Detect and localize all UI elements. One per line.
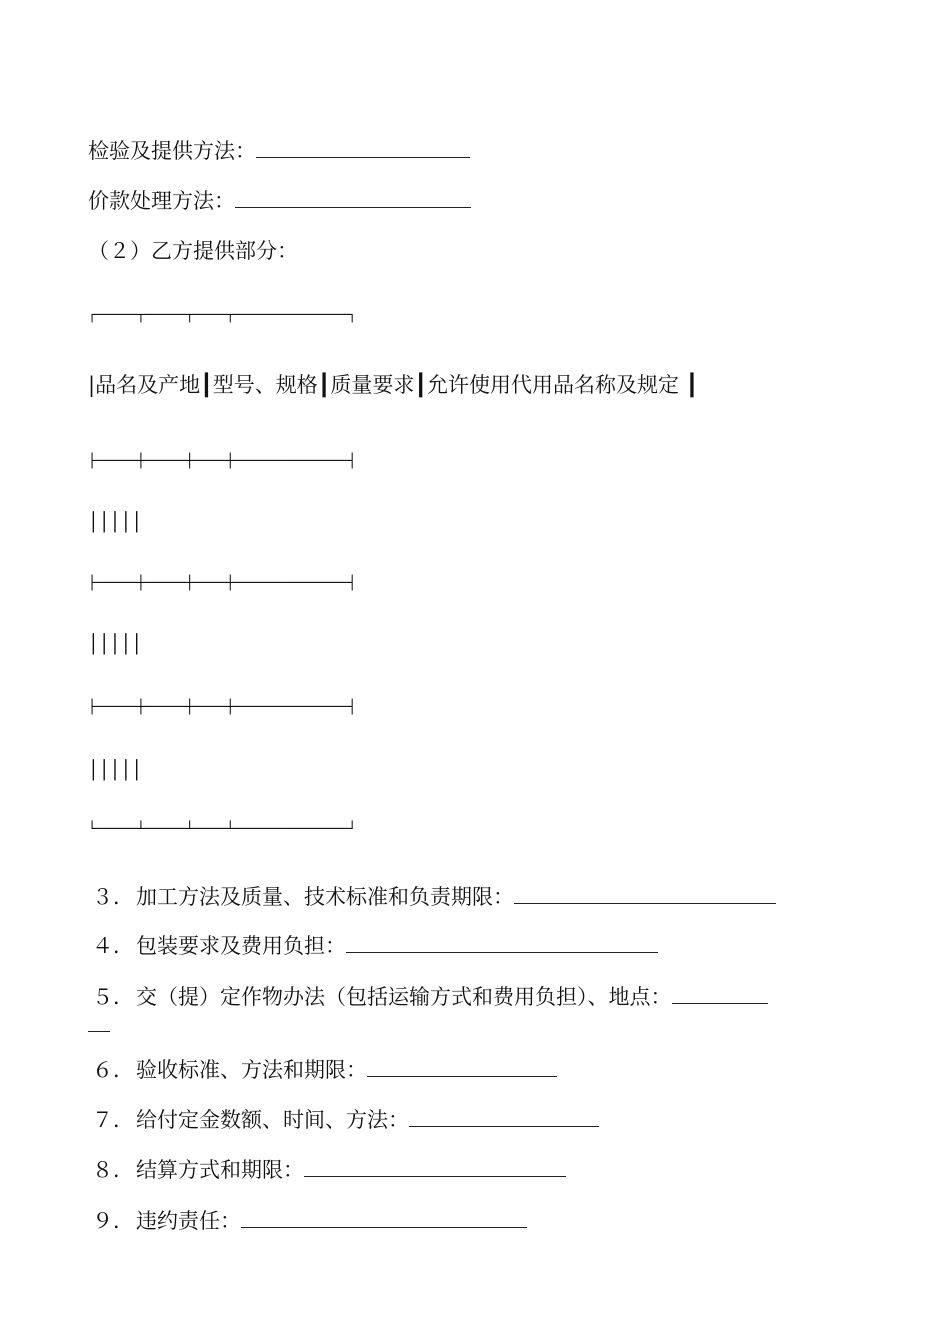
item-text: 结算方式和期限： — [136, 1158, 304, 1182]
item-blank[interactable] — [409, 1106, 599, 1127]
item-number: ５． — [92, 985, 134, 1009]
item-blank[interactable] — [346, 932, 658, 953]
table-divider: ├─────┼─────┼────┼──────────────┤ — [88, 453, 357, 469]
list-item — [88, 1206, 527, 1236]
item-blank[interactable] — [241, 1207, 527, 1228]
table-header-row: |品名及产地┃型号、规格┃质量要求┃允许使用代用品名称及规定 ┃ — [88, 373, 699, 397]
item-blank-continued[interactable] — [88, 1010, 110, 1040]
item-number: ８． — [92, 1158, 134, 1182]
item-number: ６． — [92, 1058, 134, 1082]
list-item — [88, 982, 768, 1012]
table-divider: ├─────┼─────┼────┼──────────────┤ — [88, 575, 357, 591]
item-text: 验收标准、方法和期限： — [136, 1058, 367, 1082]
item-number: ３． — [92, 885, 134, 909]
list-item — [88, 931, 658, 961]
table-row-empty: │││││ — [88, 634, 143, 655]
table-row-empty: │││││ — [88, 760, 143, 781]
price-line — [88, 186, 471, 216]
price-label: 价款处理方法： — [88, 189, 235, 213]
item-blank[interactable] — [367, 1056, 557, 1077]
item-text: 加工方法及质量、技术标准和负责期限： — [136, 885, 514, 909]
table-bottom-border: └─────┴─────┴────┴──────────────┘ — [88, 821, 357, 837]
item-text: 包装要求及费用负担： — [136, 934, 346, 958]
item-blank[interactable] — [304, 1156, 566, 1177]
table-row-empty: │││││ — [88, 512, 143, 533]
item-number: ９． — [92, 1209, 134, 1233]
item-blank[interactable] — [514, 883, 776, 904]
item-number: ４． — [92, 934, 134, 958]
list-item — [88, 1055, 557, 1085]
party-b-heading: （２）乙方提供部分： — [88, 239, 298, 263]
item-text: 交（提）定作物办法（包括运输方式和费用负担）、地点： — [136, 985, 672, 1009]
item-blank[interactable] — [672, 983, 768, 1004]
list-item — [88, 882, 776, 912]
inspection-label: 检验及提供方法： — [88, 139, 256, 163]
inspection-blank[interactable] — [256, 137, 470, 158]
price-blank[interactable] — [235, 187, 471, 208]
item-number: ７． — [92, 1108, 134, 1132]
table-divider: ├─────┼─────┼────┼──────────────┤ — [88, 699, 357, 715]
inspection-line — [88, 136, 470, 166]
list-item — [88, 1105, 599, 1135]
list-item — [88, 1155, 566, 1185]
item-blank[interactable] — [88, 1011, 110, 1032]
table-top-border: ┌─────┬─────┬────┬──────────────┐ — [88, 307, 357, 323]
item-text: 违约责任： — [136, 1209, 241, 1233]
item-text: 给付定金数额、时间、方法： — [136, 1108, 409, 1132]
